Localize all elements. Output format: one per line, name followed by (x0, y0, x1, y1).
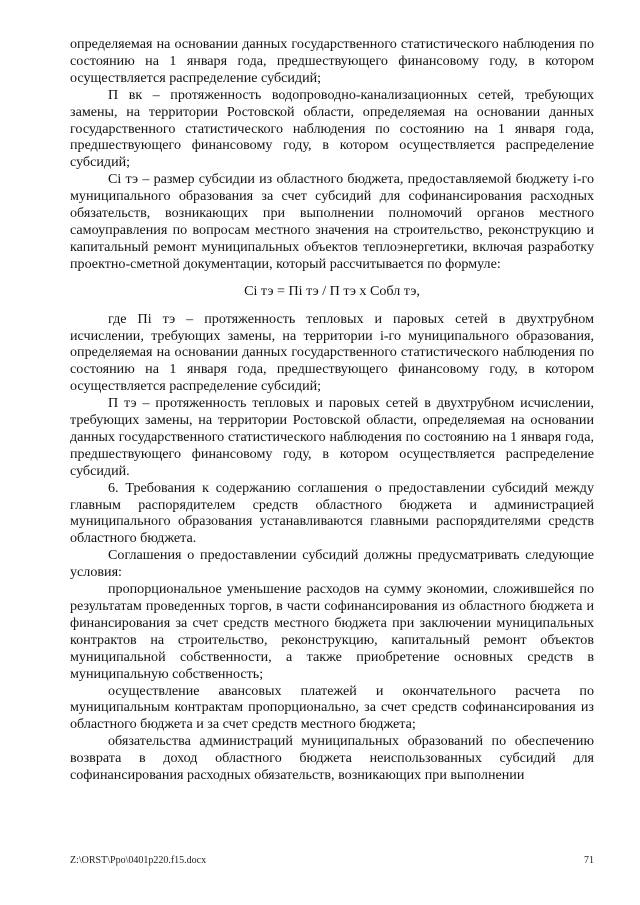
file-path: Z:\ORST\Ppo\0401p220.f15.docx (70, 855, 207, 866)
paragraph-7: Соглашения о предоставлении субсидий должны предусматривать следующие условия: (70, 547, 594, 581)
paragraph-1: определяемая на основании данных государственного статистического наблюдения по состоянию на 1 января года, предшествующего финансовому году, в котором осуществляется распределение субсидий; (70, 36, 594, 86)
paragraph-6: 6. Требования к содержанию соглашения о предоставлении субсидий между главным распорядителем средств областного бюджета и администрацией муниципального образования устанавливаются главными распорядителями средств областного бюджета. (70, 479, 594, 547)
paragraph-2: П вк – протяженность водопроводно-канализационных сетей, требующих замены, на территории Ростовской области, определяемая на основании данных государственного статистического наблюдения по состоянию на 1 января года, предшествующего финансовому году, в котором осуществляется распределение субсидий; (70, 86, 594, 171)
paragraph-10: обязательства администраций муниципальных образований по обеспечению возврата в доход областного бюджета неиспользованных субсидий для софинансирования расходных обязательств, возникающих при выполнении (70, 733, 594, 784)
paragraph-5: П тэ – протяженность тепловых и паровых сетей в двухтрубном исчислении, требующих замены, на территории Ростовской области, определяемая на основании данных государственного статистического наблюдения по состоянию на 1 января года, предшествующего финансовому году, в котором осуществляется распределение субсидий. (70, 395, 594, 479)
paragraph-4: где Пi тэ – протяженность тепловых и паровых сетей в двухтрубном исчислении, требующих замены, на территории i-го муниципального образования, определяемая на основании данных государственного статистического наблюдения по состоянию на 1 января года, предшествующего финансовому году, в котором осуществляется распределение субсидий; (70, 310, 594, 395)
document-page (70, 36, 594, 784)
paragraph-8: пропорциональное уменьшение расходов на сумму экономии, сложившейся по результатам проведенных торгов, в части софинансирования из областного бюджета и финансирования за счет средств местного бюджета при заключении муниципальных контрактов на строительство, реконструкцию, капитальный ремонт объектов муниципальной собственности, а также приобретение основных средств в муниципальную собственность; (70, 581, 594, 682)
formula: Сi тэ = Пi тэ / П тэ х Собл тэ, (244, 282, 420, 299)
paragraph-9: осуществление авансовых платежей и окончательного расчета по муниципальным контрактам пропорционально, за счет средств софинансирования из областного бюджета и за счет средств местного бюджета; (70, 682, 594, 733)
paragraph-3: Сi тэ – размер субсидии из областного бюджета, предоставляемой бюджету i-го муниципального образования за счет субсидий для софинансирования расходных обязательств, возникающих при выполнении полномочий органов местного самоуправления по вопросам местного значения на строительство, реконструкцию и капитальный ремонт муниципальных объектов теплоэнергетики, включая разработку проектно-сметной документации, который рассчитывается по формуле: (70, 171, 594, 272)
page-number: 71 (584, 855, 594, 866)
